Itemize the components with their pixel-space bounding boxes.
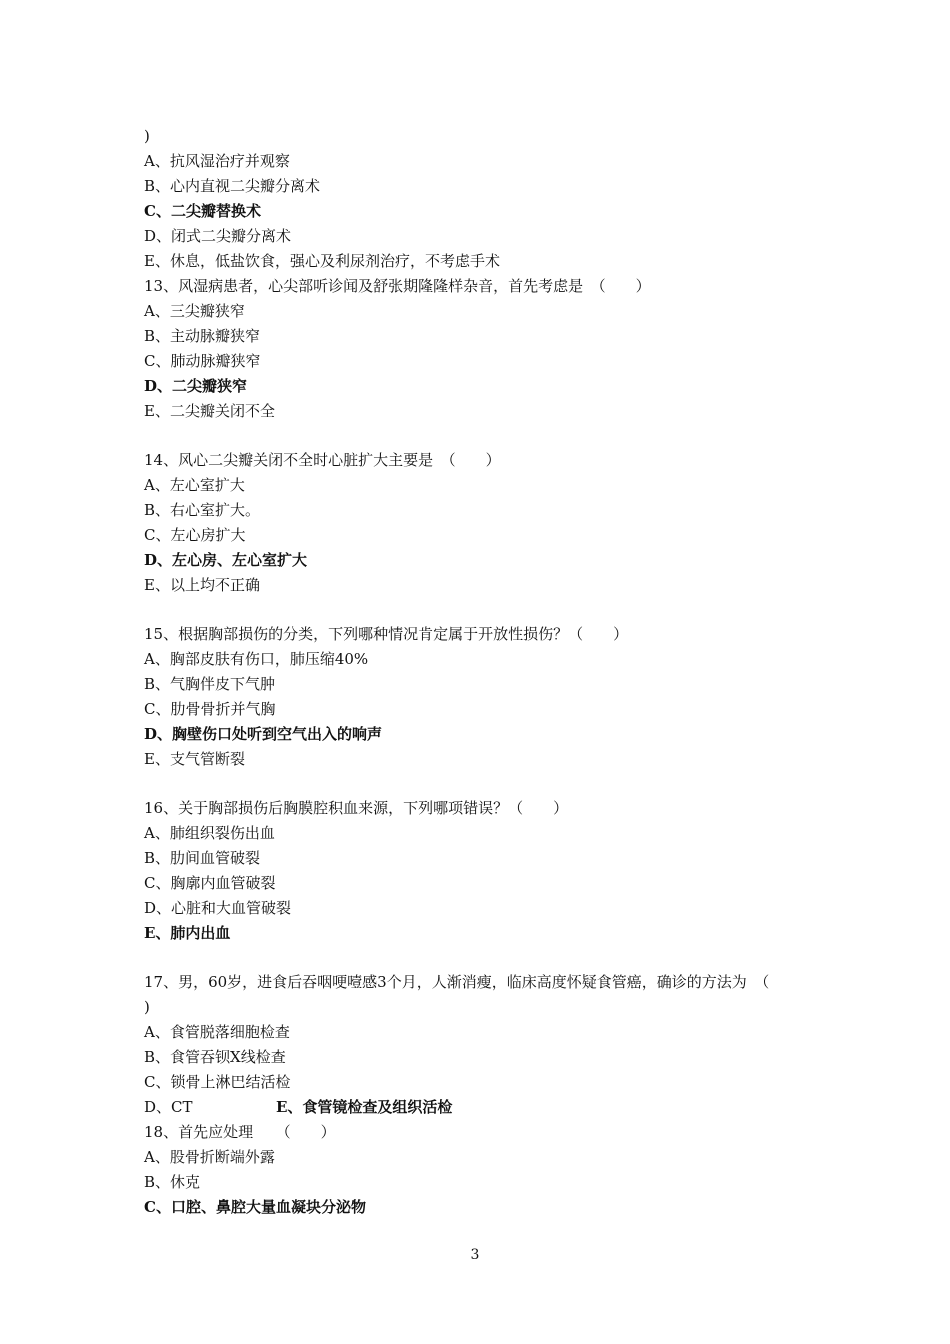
text-line: D、心脏和大血管破裂 xyxy=(144,899,292,917)
text-line: 17、男，60岁，进食后吞咽哽噎感3个月，人渐消瘦，临床高度怀疑食管癌，确诊的方法为 （ xyxy=(144,973,770,991)
option-e-endoscopy: E、食管镜检查及组织活检 xyxy=(276,1098,453,1116)
text-line: 15、根据胸部损伤的分类，下列哪种情况肯定属于开放性损伤？（ ） xyxy=(144,625,629,643)
text-line: B、气胸伴皮下气肿 xyxy=(144,675,276,693)
text-line: B、肋间血管破裂 xyxy=(144,849,261,867)
text-line: A、三尖瓣狭窄 xyxy=(144,302,245,320)
text-line: D、二尖瓣狭窄 xyxy=(144,377,248,395)
text-line: B、食管吞钡X线检查 xyxy=(144,1048,286,1066)
text-line: D、闭式二尖瓣分离术 xyxy=(144,227,292,245)
text-line: A、肺组织裂伤出血 xyxy=(144,824,275,842)
question-block-2 xyxy=(144,1120,824,1220)
text-line: D、左心房、左心室扩大 xyxy=(144,551,308,569)
blank-line xyxy=(144,946,824,970)
text-line: C、口腔、鼻腔大量血凝块分泌物 xyxy=(144,1198,366,1216)
text-line: ) xyxy=(144,127,150,145)
text-line: 14、风心二尖瓣关闭不全时心脏扩大主要是 （ ） xyxy=(144,451,501,469)
text-line: 13、风湿病患者，心尖部听诊闻及舒张期隆隆样杂音，首先考虑是 （ ） xyxy=(144,277,651,295)
text-line: A、股骨折断端外露 xyxy=(144,1148,275,1166)
text-line: C、肺动脉瓣狭窄 xyxy=(144,352,261,370)
text-line: C、左心房扩大 xyxy=(144,526,246,544)
text-line: A、左心室扩大 xyxy=(144,476,245,494)
text-line: ) xyxy=(144,998,150,1016)
question-block-1 xyxy=(144,124,824,1095)
text-line: E、肺内出血 xyxy=(144,924,231,942)
text-line: B、心内直视二尖瓣分离术 xyxy=(144,177,321,195)
text-line: 18、首先应处理 （ ） xyxy=(144,1123,336,1141)
text-line: B、右心室扩大。 xyxy=(144,501,261,519)
text-line: E、支气管断裂 xyxy=(144,750,245,768)
text-line: A、抗风湿治疗并观察 xyxy=(144,152,290,170)
page-number: 3 xyxy=(470,1247,480,1263)
option-pair-line xyxy=(144,1095,824,1120)
text-line: A、食管脱落细胞检查 xyxy=(144,1023,290,1041)
text-line: C、二尖瓣替换术 xyxy=(144,202,261,220)
text-line: B、主动脉瓣狭窄 xyxy=(144,327,261,345)
text-line: D、胸壁伤口处听到空气出入的响声 xyxy=(144,725,383,743)
blank-line xyxy=(144,424,824,448)
question-content xyxy=(144,124,824,1220)
text-line: 16、关于胸部损伤后胸膜腔积血来源，下列哪项错误？（ ） xyxy=(144,799,569,817)
text-line: E、以上均不正确 xyxy=(144,576,260,594)
blank-line xyxy=(144,772,824,796)
text-line: A、胸部皮肤有伤口，肺压缩40% xyxy=(144,650,369,668)
text-line: E、休息，低盐饮食，强心及利尿剂治疗，不考虑手术 xyxy=(144,252,500,270)
text-line: B、休克 xyxy=(144,1173,201,1191)
blank-line xyxy=(144,598,824,622)
text-line: E、二尖瓣关闭不全 xyxy=(144,402,275,420)
text-line: C、肋骨骨折并气胸 xyxy=(144,700,276,718)
text-line: C、胸廓内血管破裂 xyxy=(144,874,276,892)
option-d-ct: D、CT xyxy=(144,1098,193,1116)
text-line: C、锁骨上淋巴结活检 xyxy=(144,1073,291,1091)
